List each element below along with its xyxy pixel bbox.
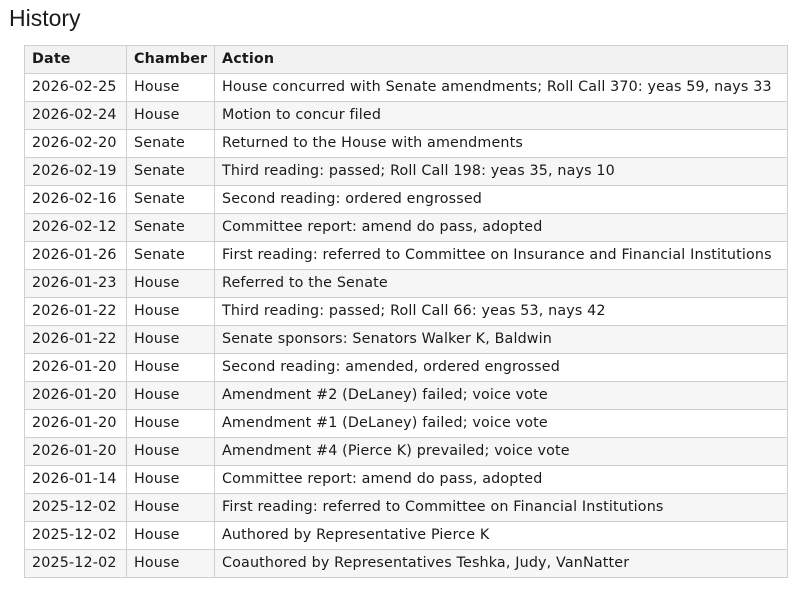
table-row [25, 550, 788, 578]
table-row [25, 354, 788, 382]
column-header-date: Date [25, 46, 127, 74]
date-cell: 2026-01-26 [25, 242, 127, 270]
chamber-cell: House [127, 354, 215, 382]
table-row [25, 270, 788, 298]
date-cell: 2026-01-20 [25, 382, 127, 410]
action-cell: First reading: referred to Committee on Insurance and Financial Institutions [215, 242, 788, 270]
action-cell: Motion to concur filed [215, 102, 788, 130]
action-cell: Senate sponsors: Senators Walker K, Baldwin [215, 326, 788, 354]
action-cell: Referred to the Senate [215, 270, 788, 298]
table-row [25, 74, 788, 102]
action-cell: Amendment #2 (DeLaney) failed; voice vote [215, 382, 788, 410]
history-table-header [25, 46, 788, 74]
table-row [25, 214, 788, 242]
chamber-cell: House [127, 438, 215, 466]
date-cell: 2025-12-02 [25, 522, 127, 550]
date-cell: 2026-01-22 [25, 326, 127, 354]
action-cell: First reading: referred to Committee on Financial Institutions [215, 494, 788, 522]
chamber-cell: House [127, 298, 215, 326]
action-cell: Third reading: passed; Roll Call 66: yeas 53, nays 42 [215, 298, 788, 326]
table-row [25, 438, 788, 466]
chamber-cell: Senate [127, 186, 215, 214]
table-row [25, 102, 788, 130]
chamber-cell: House [127, 382, 215, 410]
date-cell: 2026-01-22 [25, 298, 127, 326]
chamber-cell: House [127, 494, 215, 522]
action-cell: Authored by Representative Pierce K [215, 522, 788, 550]
action-cell: Returned to the House with amendments [215, 130, 788, 158]
chamber-cell: Senate [127, 158, 215, 186]
date-cell: 2026-01-14 [25, 466, 127, 494]
action-cell: Amendment #4 (Pierce K) prevailed; voice vote [215, 438, 788, 466]
action-cell: Third reading: passed; Roll Call 198: yeas 35, nays 10 [215, 158, 788, 186]
date-cell: 2025-12-02 [25, 494, 127, 522]
table-row [25, 522, 788, 550]
action-cell: House concurred with Senate amendments; Roll Call 370: yeas 59, nays 33 [215, 74, 788, 102]
date-cell: 2026-02-20 [25, 130, 127, 158]
table-row [25, 410, 788, 438]
chamber-cell: House [127, 102, 215, 130]
chamber-cell: House [127, 326, 215, 354]
chamber-cell: House [127, 522, 215, 550]
action-cell: Second reading: amended, ordered engrossed [215, 354, 788, 382]
action-cell: Committee report: amend do pass, adopted [215, 466, 788, 494]
action-cell: Committee report: amend do pass, adopted [215, 214, 788, 242]
date-cell: 2026-01-20 [25, 438, 127, 466]
date-cell: 2026-02-19 [25, 158, 127, 186]
table-row [25, 186, 788, 214]
column-header-action: Action [215, 46, 788, 74]
date-cell: 2026-01-20 [25, 410, 127, 438]
date-cell: 2026-02-24 [25, 102, 127, 130]
action-cell: Second reading: ordered engrossed [215, 186, 788, 214]
date-cell: 2026-01-23 [25, 270, 127, 298]
chamber-cell: House [127, 270, 215, 298]
page-title: History [9, 5, 81, 31]
chamber-cell: House [127, 550, 215, 578]
table-row [25, 382, 788, 410]
chamber-cell: House [127, 74, 215, 102]
table-row [25, 130, 788, 158]
column-header-chamber: Chamber [127, 46, 215, 74]
history-table-body [25, 74, 788, 578]
date-cell: 2026-02-25 [25, 74, 127, 102]
date-cell: 2026-02-12 [25, 214, 127, 242]
chamber-cell: Senate [127, 130, 215, 158]
chamber-cell: Senate [127, 242, 215, 270]
chamber-cell: Senate [127, 214, 215, 242]
chamber-cell: House [127, 466, 215, 494]
action-cell: Coauthored by Representatives Teshka, Judy, VanNatter [215, 550, 788, 578]
table-row [25, 494, 788, 522]
date-cell: 2026-01-20 [25, 354, 127, 382]
table-row [25, 298, 788, 326]
table-row [25, 242, 788, 270]
date-cell: 2026-02-16 [25, 186, 127, 214]
table-row [25, 158, 788, 186]
history-table [24, 45, 788, 578]
action-cell: Amendment #1 (DeLaney) failed; voice vote [215, 410, 788, 438]
table-row [25, 466, 788, 494]
table-row [25, 326, 788, 354]
chamber-cell: House [127, 410, 215, 438]
header-row [25, 46, 788, 74]
date-cell: 2025-12-02 [25, 550, 127, 578]
